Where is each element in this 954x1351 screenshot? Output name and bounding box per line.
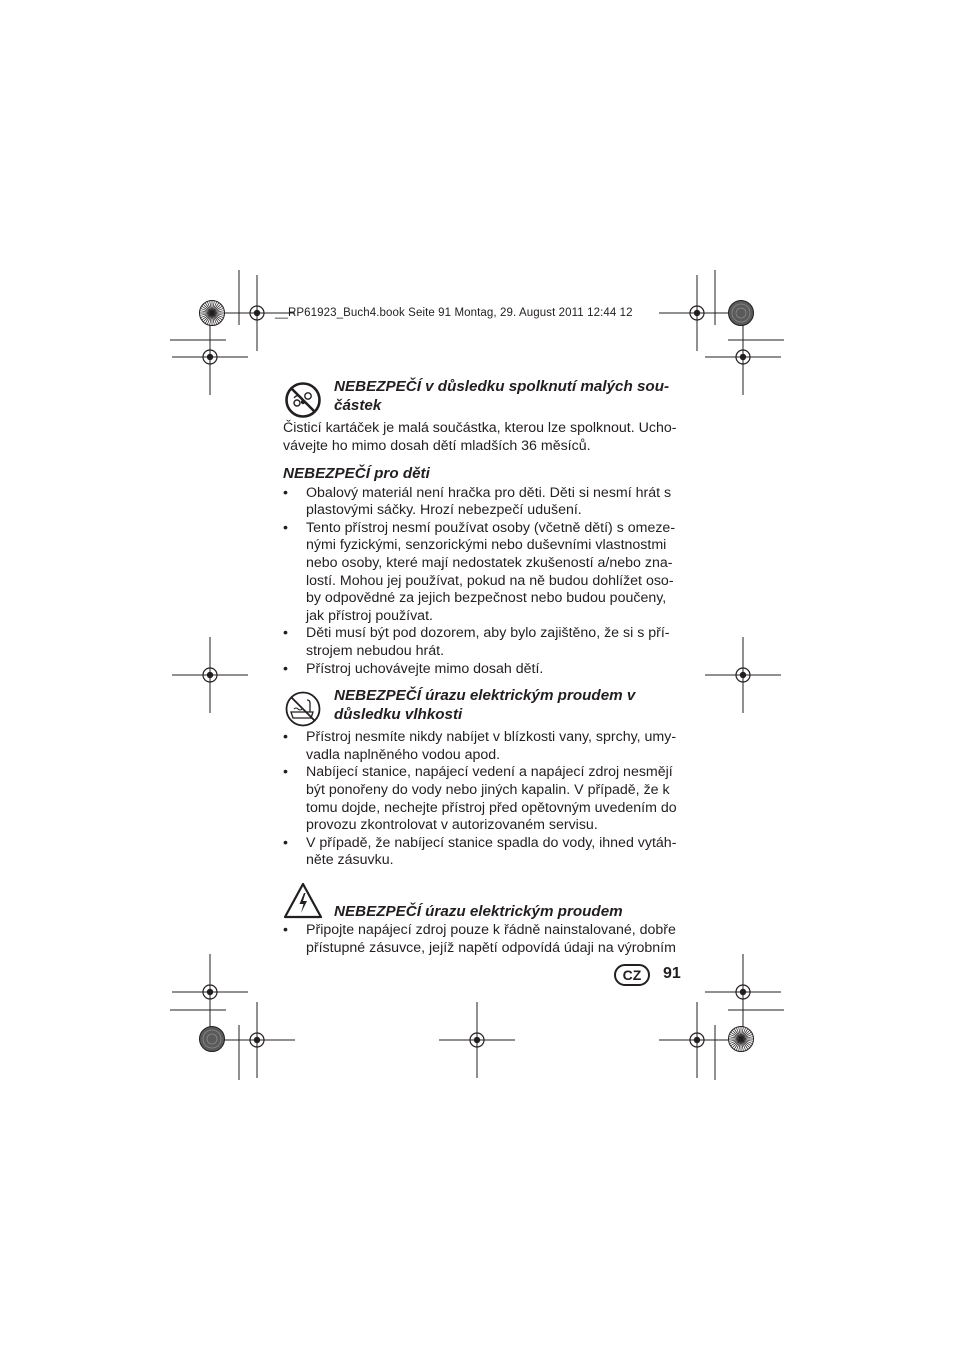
list-item: • Obalový materiál není hračka pro děti. Děti si nesmí hrát s plastovými sáčky. Hrozí nebezpečí udušení. bbox=[283, 484, 672, 519]
list-item: • Tento přístroj nesmí používat osoby (včetně dětí) s omeze- nými fyzickými, senzorickými nebo duševními vlastnostmi nebo osoby, které mají nedostatek zkušeností a/nebo zna- lostí. Mohou jej používat, pokud na ně budou dohlížet oso- by odpovědné za jejich bezpečnost nebo budou poučeny, jak přístroj používat. bbox=[283, 519, 676, 624]
section-title: NEBEZPEČÍ pro děti bbox=[283, 465, 430, 483]
page-number: 91 bbox=[663, 965, 681, 982]
page-content bbox=[283, 378, 685, 957]
color-target-icon bbox=[729, 1027, 754, 1052]
bullet-list bbox=[283, 922, 685, 957]
electric-hazard-warning-icon bbox=[283, 882, 323, 922]
color-target-icon bbox=[200, 301, 225, 326]
print-header: __RP61923_Buch4.book Seite 91 Montag, 29. August 2011 12:44 12 bbox=[275, 307, 633, 319]
no-small-parts-icon bbox=[283, 380, 323, 420]
registration-mark bbox=[659, 275, 735, 351]
no-bathtub-icon bbox=[283, 689, 323, 729]
color-target-icon bbox=[200, 1027, 225, 1052]
list-item: • V případě, že nabíjecí stanice spadla do vody, ihned vytáh- něte zásuvku. bbox=[283, 834, 677, 869]
section-humidity bbox=[283, 687, 685, 729]
registration-mark bbox=[172, 954, 248, 1030]
registration-mark bbox=[172, 319, 248, 395]
bullet-list bbox=[283, 485, 685, 679]
registration-mark bbox=[705, 319, 781, 395]
list-item: • Připojte napájecí zdroj pouze k řádně nainstalované, dobře přístupné zásuvce, jejíž napětí odpovídá údaji na výrobním bbox=[283, 921, 676, 956]
bullet-list bbox=[283, 729, 685, 870]
registration-mark bbox=[219, 1002, 295, 1078]
section-title: částek bbox=[334, 396, 382, 414]
list-item: • Přístroj uchovávejte mimo dosah dětí. bbox=[283, 660, 544, 677]
section-title: NEBEZPEČÍ úrazu elektrickým proudem bbox=[334, 903, 623, 921]
section-electric bbox=[283, 880, 685, 922]
registration-mark bbox=[439, 1002, 515, 1078]
registration-mark bbox=[705, 954, 781, 1030]
section-title: NEBEZPEČÍ úrazu elektrickým proudem v bbox=[334, 687, 636, 705]
registration-mark bbox=[659, 1002, 735, 1078]
language-badge: CZ bbox=[614, 964, 650, 986]
registration-mark bbox=[172, 637, 248, 713]
list-item: • Přístroj nesmíte nikdy nabíjet v blízkosti vany, sprchy, umy- vadla naplněného vodou apod. bbox=[283, 729, 677, 763]
paragraph: Čisticí kartáček je malá součástka, kterou lze spolknout. Ucho- vávejte ho mimo dosah dětí mladších 36 měsíců. bbox=[283, 420, 677, 454]
list-item: • Nabíjecí stanice, napájecí vedení a napájecí zdroj nesmějí být ponořeny do vody nebo jiných kapalin. V případě, že k tomu dojde, nechejte přístroj před opětovným uvedením do provozu zkontrolovat v autorizovaném servisu. bbox=[283, 764, 677, 834]
registration-mark bbox=[705, 637, 781, 713]
section-title: NEBEZPEČÍ v důsledku spolknutí malých sou- bbox=[334, 378, 670, 395]
list-item: • Děti musí být pod dozorem, aby bylo zajištěno, že si s pří- strojem nebudou hrát. bbox=[283, 625, 670, 660]
color-target-icon bbox=[729, 301, 754, 326]
section-small-parts bbox=[283, 378, 685, 420]
section-title: důsledku vlhkosti bbox=[334, 705, 463, 723]
